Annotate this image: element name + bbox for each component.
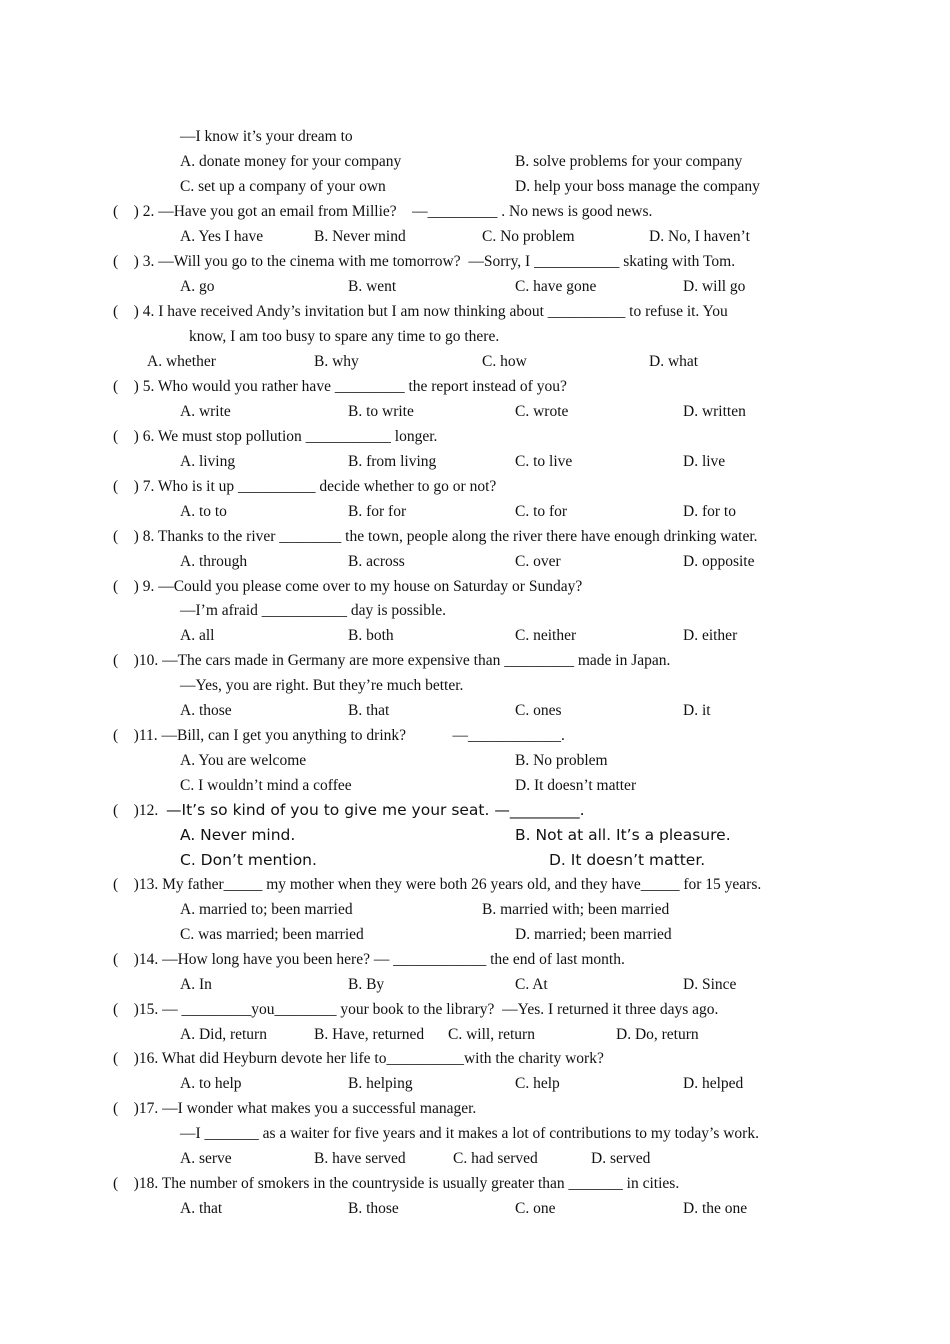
q9-option-d: D. either	[683, 627, 738, 644]
q17-stem-continued: —I _______ as a waiter for five years and it makes a lot of contributions to my today’s work.	[180, 1125, 759, 1142]
q12-option-b: B. Not at all. It’s a pleasure.	[515, 826, 731, 844]
q4-option-d: D. what	[649, 353, 699, 370]
q18-option-c: C. one	[515, 1200, 556, 1217]
q6-option-d: D. live	[683, 453, 726, 470]
q6-option-b: B. from living	[348, 453, 437, 470]
q15-option-a: A. Did, return	[180, 1026, 267, 1043]
q5-option-d: D. written	[683, 403, 746, 420]
q11-option-c: C. I wouldn’t mind a coffee	[180, 777, 352, 794]
q4-option-b: B. why	[314, 353, 359, 370]
q17-option-a: A. serve	[180, 1150, 232, 1167]
q9-stem-continued: —I’m afraid ___________ day is possible.	[180, 602, 447, 619]
q13-option-c: C. was married; been married	[180, 926, 364, 943]
q12-option-c: C. Don’t mention.	[180, 851, 317, 869]
q12-number: ( )12.	[113, 802, 163, 819]
q2-option-c: C. No problem	[482, 228, 575, 245]
q16-option-c: C. help	[515, 1075, 560, 1092]
q13-option-b: B. married with; been married	[482, 901, 670, 918]
q17-option-b: B. have served	[314, 1150, 406, 1167]
q4-option-a: A. whether	[147, 353, 216, 370]
q14-option-b: B. By	[348, 976, 385, 993]
q4-stem: ( ) 4. I have received Andy’s invitation but I am now thinking about __________ to refuse it. You	[113, 303, 728, 320]
q12-stem: —It’s so kind of you to give me your seat. —_________.	[166, 801, 585, 819]
q5-option-b: B. to write	[348, 403, 414, 420]
q5-stem: ( ) 5. Who would you rather have _________ the report instead of you?	[113, 378, 567, 395]
q9-option-a: A. all	[180, 627, 215, 644]
q8-option-d: D. opposite	[683, 553, 755, 570]
q14-stem: ( )14. —How long have you been here? — ____________ the end of last month.	[113, 951, 625, 968]
q10-stem: ( )10. —The cars made in Germany are more expensive than _________ made in Japan.	[113, 652, 671, 669]
q10-option-c: C. ones	[515, 702, 562, 719]
q17-stem: ( )17. —I wonder what makes you a successful manager.	[113, 1100, 477, 1117]
q4-option-c: C. how	[482, 353, 527, 370]
q9-option-b: B. both	[348, 627, 394, 644]
q14-option-c: C. At	[515, 976, 548, 993]
q2-stem: ( ) 2. —Have you got an email from Millie? —_________ . No news is good news.	[113, 203, 653, 220]
q2-option-d: D. No, I haven’t	[649, 228, 750, 245]
q7-option-b: B. for for	[348, 503, 407, 520]
q3-stem: ( ) 3. —Will you go to the cinema with me tomorrow? —Sorry, I ___________ skating with Tom.	[113, 253, 736, 270]
q7-option-d: D. for to	[683, 503, 736, 520]
q17-option-d: D. served	[591, 1150, 651, 1167]
q17-option-c: C. had served	[453, 1150, 538, 1167]
q11-option-a: A. You are welcome	[180, 752, 307, 769]
q10-option-d: D. it	[683, 702, 711, 719]
q8-option-b: B. across	[348, 553, 405, 570]
q12-option-a: A. Never mind.	[180, 826, 296, 844]
q12-option-d: D. It doesn’t matter.	[549, 851, 706, 869]
q1-answer-line: —I know it’s your dream to	[180, 128, 353, 145]
q13-stem: ( )13. My father_____ my mother when they were both 26 years old, and they have_____ for 15 years.	[113, 876, 762, 893]
q7-option-c: C. to for	[515, 503, 568, 520]
q6-option-c: C. to live	[515, 453, 573, 470]
q8-option-a: A. through	[180, 553, 248, 570]
q10-stem-continued: —Yes, you are right. But they’re much better.	[180, 677, 464, 694]
q2-option-b: B. Never mind	[314, 228, 406, 245]
q9-stem: ( ) 9. —Could you please come over to my house on Saturday or Sunday?	[113, 578, 583, 595]
q1-option-a: A. donate money for your company	[180, 153, 402, 170]
q16-option-b: B. helping	[348, 1075, 413, 1092]
q3-option-c: C. have gone	[515, 278, 597, 295]
q13-option-a: A. married to; been married	[180, 901, 353, 918]
q10-option-b: B. that	[348, 702, 390, 719]
q14-option-a: A. In	[180, 976, 212, 993]
q1-option-c: C. set up a company of your own	[180, 178, 386, 195]
q15-option-d: D. Do, return	[616, 1026, 699, 1043]
q11-option-b: B. No problem	[515, 752, 608, 769]
q5-option-a: A. write	[180, 403, 231, 420]
q3-option-b: B. went	[348, 278, 397, 295]
q8-stem: ( ) 8. Thanks to the river ________ the town, people along the river there have enough drinking water.	[113, 528, 758, 545]
q6-stem: ( ) 6. We must stop pollution ___________ longer.	[113, 428, 438, 445]
q18-stem: ( )18. The number of smokers in the countryside is usually greater than _______ in cities.	[113, 1175, 680, 1192]
q7-option-a: A. to to	[180, 503, 227, 520]
q5-option-c: C. wrote	[515, 403, 569, 420]
q14-option-d: D. Since	[683, 976, 737, 993]
q2-option-a: A. Yes I have	[180, 228, 264, 245]
q16-option-a: A. to help	[180, 1075, 242, 1092]
q16-stem: ( )16. What did Heyburn devote her life to__________with the charity work?	[113, 1050, 604, 1067]
q8-option-c: C. over	[515, 553, 561, 570]
q15-option-b: B. Have, returned	[314, 1026, 425, 1043]
q3-option-a: A. go	[180, 278, 215, 295]
q15-option-c: C. will, return	[448, 1026, 535, 1043]
q11-stem: ( )11. —Bill, can I get you anything to drink? —____________.	[113, 727, 565, 744]
q3-option-d: D. will go	[683, 278, 746, 295]
q10-option-a: A. those	[180, 702, 232, 719]
q6-option-a: A. living	[180, 453, 236, 470]
q15-stem: ( )15. — _________you________ your book to the library? —Yes. I returned it three days ago.	[113, 1001, 719, 1018]
q9-option-c: C. neither	[515, 627, 577, 644]
q16-option-d: D. helped	[683, 1075, 744, 1092]
q1-option-d: D. help your boss manage the company	[515, 178, 760, 195]
q18-option-b: B. those	[348, 1200, 399, 1217]
q7-stem: ( ) 7. Who is it up __________ decide whether to go or not?	[113, 478, 497, 495]
q11-option-d: D. It doesn’t matter	[515, 777, 637, 794]
q18-option-d: D. the one	[683, 1200, 748, 1217]
q4-stem-continued: know, I am too busy to spare any time to go there.	[189, 328, 500, 345]
q18-option-a: A. that	[180, 1200, 223, 1217]
q1-option-b: B. solve problems for your company	[515, 153, 743, 170]
q13-option-d: D. married; been married	[515, 926, 672, 943]
